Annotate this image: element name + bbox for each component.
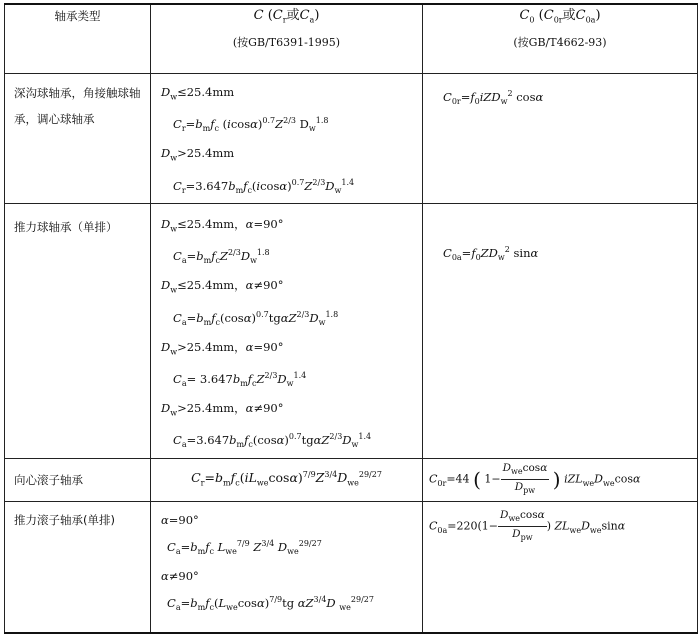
formula-line: $C_r=b_mf_c(iL_{we}\cos\alpha)^{7/9}Z^{3/4}D_{we}^{29/27}$ [191, 470, 382, 488]
formula-line: $C_a= 3.647b_mf_cZ^{2/3}D_w^{1.4}$ [173, 370, 307, 389]
formula-line: $C_a=b_mf_c$ $L_{we}^{7/9}$ $Z^{3/4}$ $D_{we}^{29/27}$ [167, 538, 322, 556]
bearing-type-cell [5, 458, 151, 501]
formula-line: $C_r=3.647b_mf_c(icos\alpha)^{0.7}Z^{2/3}D_w^{1.4}$ [173, 177, 355, 195]
bearing-type-cell [5, 74, 151, 204]
static-formula-cell [423, 458, 698, 501]
bearing-type-label: 深沟球轴承，角接触球轴承，调心球轴承 [14, 86, 141, 126]
bearing-type-label: 推力球轴承（单排） [14, 219, 118, 234]
formula-condition: $D_w\le 25.4mm$，α≠90° [161, 278, 284, 295]
formula-line: $C_a=b_mf_c(L_{we}\cos\alpha)^{7/9}tg$ $\alpha Z^{3/4}D$ $_{we}^{29/27}$ [167, 594, 374, 612]
header-bearing-type: 轴承类型 [5, 4, 151, 74]
formula-condition: $D_w\le 25.4mm$，α=90° [161, 216, 284, 234]
bearing-type-cell [5, 501, 151, 633]
static-formula-cell [423, 74, 698, 204]
table-row [5, 458, 698, 501]
bearing-type-label: 推力滚子轴承(单排) [14, 512, 115, 527]
bearing-type-label: 向心滚子轴承 [14, 472, 83, 487]
table-header-row [5, 4, 698, 74]
static-formula: $C_{0a}=220(1-$ $\frac{D_{we}\cos\alpha}{D_{pw}}$ ) $ZL_{we}D_{we}\sin\alpha$ [429, 508, 697, 545]
static-formula: $C_{0a}=f_0ZD_w^2$ sinα [443, 244, 539, 262]
formula-condition: $D_w>25.4mm$，α=90° [161, 339, 284, 356]
formula-condition: α≠90° [161, 568, 199, 583]
formula-line: $C_r=b_mf_c$ $(icos\alpha)^{0.7}Z^{2/3}$ $D_w^{1.8}$ [173, 116, 329, 134]
formula-condition: $D_w>25.4mm$，α≠90° [161, 401, 284, 418]
formula-condition: α=90° [161, 512, 199, 527]
dynamic-formula-cell [151, 458, 423, 501]
fraction: $\frac{D_{we}\cos\alpha}{D_{pw}}$ [500, 508, 545, 542]
fraction: $\frac{D_{we}\cos\alpha}{D_{pw}}$ [502, 461, 548, 496]
table-row [5, 74, 698, 204]
static-formula: $C_{0r}=44$ ( 1− $\frac{D_{we}\cos\alpha}{D_{pw}}$ ) $iZL_{we}D_{we}\cos\alpha$ [429, 461, 697, 498]
static-formula-cell [423, 203, 698, 458]
header-static-rating [423, 4, 698, 74]
header-dynamic-title: C ($C_r$或$C_a$) [253, 8, 320, 25]
header-dynamic-rating [151, 4, 423, 74]
header-static-title: $C_0$ ($C_{0r}$或$C_{0a}$) [519, 8, 601, 25]
bearing-type-cell [5, 203, 151, 458]
formula-condition: $D_w\le 25.4mm$ [161, 85, 235, 102]
formula-line: $C_a=b_mf_cZ^{2/3}D_w^{1.8}$ [173, 248, 270, 266]
dynamic-formula-cell [151, 74, 423, 204]
dynamic-formula-cell [151, 501, 423, 633]
static-formula-cell [423, 501, 698, 633]
table-row [5, 203, 698, 458]
formula-line: $C_a=b_mf_c(\cos\alpha)^{0.7}tg\alpha Z^{2/3}D_w^{1.8}$ [173, 309, 339, 327]
formula-condition: $D_w>25.4mm$ [161, 146, 235, 163]
header-dynamic-standard: (按GB/T6391-1995) [232, 35, 341, 49]
dynamic-formula-cell [151, 203, 423, 458]
formula-line: $C_a=3.647b_mf_c(\cos\alpha)^{0.7}tg\alpha Z^{2/3}D_w^{1.4}$ [173, 432, 372, 450]
bearing-rating-table [4, 3, 698, 634]
table-row [5, 501, 698, 633]
static-formula: $C_{0r}=f_0iZD_w^2$ cosα [443, 89, 544, 107]
header-static-standard: (按GB/T4662-93) [513, 35, 607, 49]
